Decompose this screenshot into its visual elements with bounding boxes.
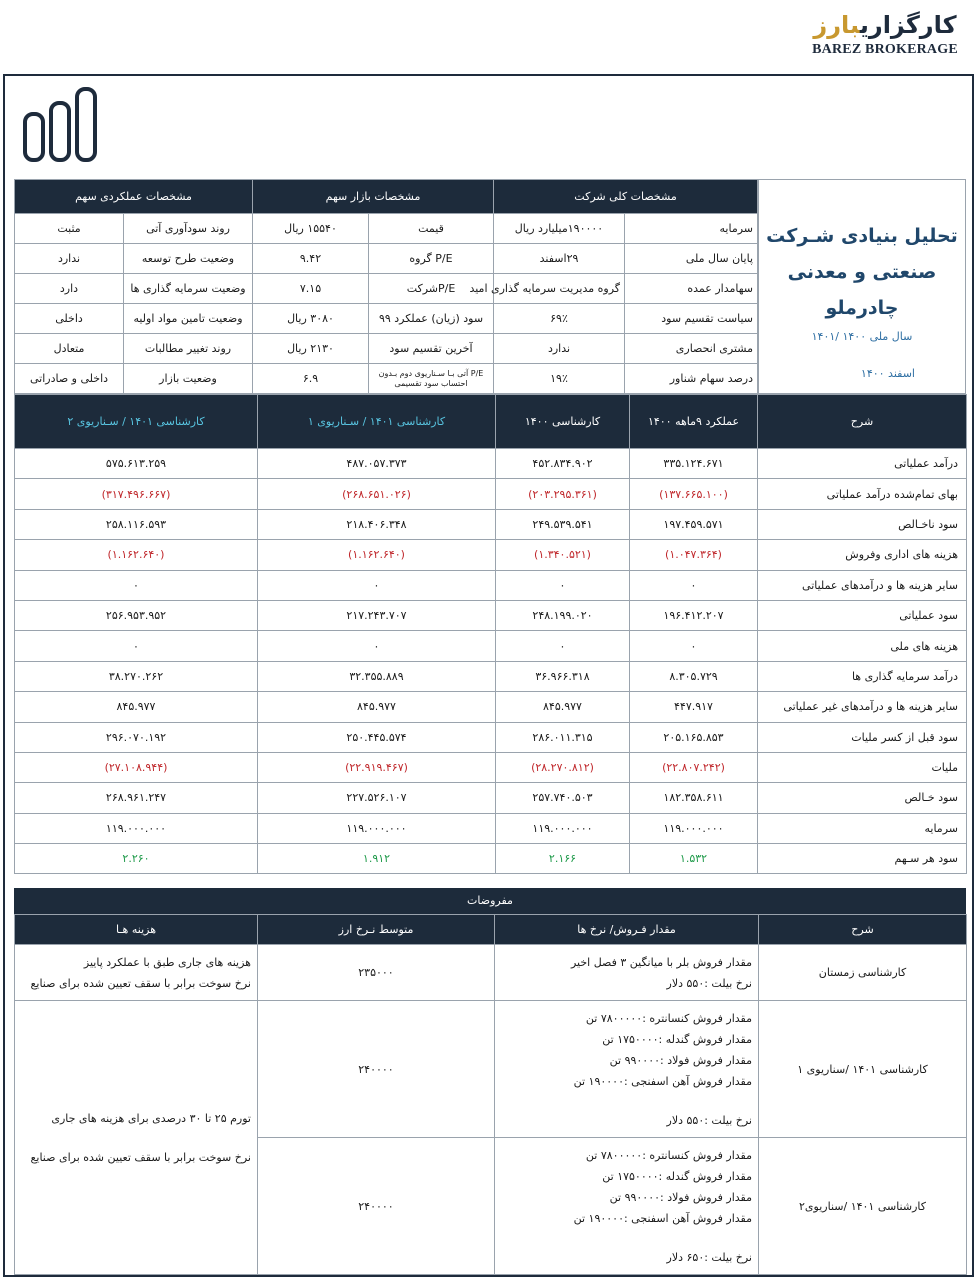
header-company-general: مشخصات کلی شرکت: [494, 180, 758, 214]
spec-value: دارد: [15, 274, 124, 304]
spec-value: ۶۹٪: [494, 304, 625, 334]
assumption-line: مقدار فروش گندله :۱۷۵۰۰۰۰ تن: [602, 1169, 752, 1183]
value-scenario-2: (۳۱۷.۴۹۶.۶۶۷): [15, 479, 258, 509]
value-scenario-2: ۸۴۵.۹۷۷: [15, 692, 258, 722]
brand-logo: [805, 8, 965, 66]
statement-row-label: سود خـالص: [758, 783, 967, 813]
statement-row: [15, 570, 967, 600]
value-scenario-1: ۰: [258, 570, 496, 600]
value-actual-9m: ۰: [630, 631, 758, 661]
statement-row-label: سایر هزینه ها و درآمدهای عملیاتی: [758, 570, 967, 600]
spec-value: ۹.۴۲: [253, 244, 369, 274]
spec-label: روند تغییر مطالبات: [124, 334, 253, 364]
value-actual-9m: ۱۹۷.۴۵۹.۵۷۱: [630, 509, 758, 539]
value-scenario-2: ۲۹۶.۰۷۰.۱۹۲: [15, 722, 258, 752]
assumption-fx: ۲۴۰۰۰۰: [258, 1001, 495, 1138]
spec-value: مثبت: [15, 214, 124, 244]
spec-label: وضعیت تامین مواد اولیه: [124, 304, 253, 334]
spec-label: P/E گروه: [369, 244, 494, 274]
statement-row-label: ملیات: [758, 752, 967, 782]
spec-value: ۱۹۰۰۰۰میلیارد ریال: [494, 214, 625, 244]
statement-row: [15, 813, 967, 843]
company-specs-table: [14, 179, 758, 394]
spec-row: [15, 214, 758, 244]
spec-value: ۳۰۸۰ ریال: [253, 304, 369, 334]
assumption-fx: ۲۴۰۰۰۰: [258, 1138, 495, 1275]
assumption-desc: کارشناسی ۱۴۰۱ /سناریوی ۱: [759, 1001, 967, 1138]
spec-value: ۲۱۳۰ ریال: [253, 334, 369, 364]
value-scenario-2: ۲.۲۶۰: [15, 844, 258, 874]
statement-row-label: هزینه های اداری وفروش: [758, 540, 967, 570]
logo-text-main: کارگزاری: [859, 11, 957, 39]
spec-value: گروه مدیریت سرمایه گذاری امید: [494, 274, 625, 304]
value-scenario-2: ۳۸.۲۷۰.۲۶۲: [15, 661, 258, 691]
spec-label: آخرین تقسیم سود: [369, 334, 494, 364]
header-performance-specs: مشخصات عملکردی سهم: [15, 180, 253, 214]
value-est-1400: ۲.۱۶۶: [496, 844, 630, 874]
value-actual-9m: ۱۸۲.۳۵۸.۶۱۱: [630, 783, 758, 813]
value-scenario-2: ۲۶۸.۹۶۱.۲۴۷: [15, 783, 258, 813]
assumption-line: نرخ بیلت :۶۵۰ دلار: [666, 1250, 752, 1264]
value-est-1400: ۰: [496, 631, 630, 661]
spec-value: ندارد: [494, 334, 625, 364]
value-scenario-1: (۲۲.۹۱۹.۴۶۷): [258, 752, 496, 782]
col-header-scenario-2: کارشناسی ۱۴۰۱ / سـناریوی ۲: [15, 395, 258, 449]
value-scenario-1: ۳۲.۳۵۵.۸۸۹: [258, 661, 496, 691]
statement-row-label: درآمد سرمایه گذاری ها: [758, 661, 967, 691]
value-est-1400: ۲۴۸.۱۹۹.۰۲۰: [496, 600, 630, 630]
logo-english: BAREZ BROKERAGE: [812, 42, 958, 57]
spec-label: سود (زیان) عملکرد ۹۹: [369, 304, 494, 334]
value-scenario-2: (۲۷.۱۰۸.۹۴۴): [15, 752, 258, 782]
spec-row: [15, 304, 758, 334]
assumption-line: مقدار فروش بلر با میانگین ۳ فصل اخیر: [570, 955, 752, 969]
value-actual-9m: ۱۹۶.۴۱۲.۲۰۷: [630, 600, 758, 630]
assumptions-header: مفروضات: [14, 888, 966, 914]
value-est-1400: (۱.۳۴۰.۵۲۱): [496, 540, 630, 570]
spec-value: داخلی: [15, 304, 124, 334]
spec-label: پایان سال ملی: [625, 244, 758, 274]
value-actual-9m: ۱۱۹.۰۰۰.۰۰۰: [630, 813, 758, 843]
value-actual-9m: ۲۰۵.۱۶۵.۸۵۳: [630, 722, 758, 752]
assume-col-fx: متوسط نـرخ ارز: [258, 915, 495, 945]
value-scenario-2: (۱.۱۶۲.۶۴۰): [15, 540, 258, 570]
spec-row: [15, 364, 758, 394]
value-scenario-1: ۲۵۰.۴۴۵.۵۷۴: [258, 722, 496, 752]
spec-value: متعادل: [15, 334, 124, 364]
value-est-1400: (۲۰۳.۲۹۵.۳۶۱): [496, 479, 630, 509]
statement-row: [15, 509, 967, 539]
assumption-desc: کارشناسی ۱۴۰۱ /سناریوی۲: [759, 1138, 967, 1275]
assumption-fx: ۲۳۵۰۰۰: [258, 945, 495, 1001]
assumption-line: تورم ۲۵ تا ۳۰ درصدی برای هزینه های جاری: [51, 1111, 251, 1125]
assumption-line: مقدار فروش گندله :۱۷۵۰۰۰۰ تن: [602, 1032, 752, 1046]
assume-col-desc: شرح: [759, 915, 967, 945]
assumption-line: مقدار فروش کنسانتره :۷۸۰۰۰۰۰ تن: [585, 1148, 752, 1162]
value-scenario-2: ۱۱۹.۰۰۰.۰۰۰: [15, 813, 258, 843]
value-scenario-1: (۱.۱۶۲.۶۴۰): [258, 540, 496, 570]
spec-label: قیمت: [369, 214, 494, 244]
spec-row: [15, 334, 758, 364]
logo-persian: [805, 8, 965, 42]
value-est-1400: ۲۸۶.۰۱۱.۳۱۵: [496, 722, 630, 752]
statement-row: [15, 479, 967, 509]
spec-label: روند سودآوری آتی: [124, 214, 253, 244]
statement-row-label: سایر هزینه ها و درآمدهای غیر عملیاتی: [758, 692, 967, 722]
assumption-line: نرخ بیلت :۵۵۰ دلار: [666, 1113, 752, 1127]
value-est-1400: ۲۴۹.۵۳۹.۵۴۱: [496, 509, 630, 539]
spec-label: سهامدار عمده: [625, 274, 758, 304]
spec-label: سرمایه: [625, 214, 758, 244]
statement-row-label: سود قبل از کسر ملیات: [758, 722, 967, 752]
value-scenario-1: ۱.۹۱۲: [258, 844, 496, 874]
statement-row: [15, 631, 967, 661]
value-scenario-2: ۰: [15, 631, 258, 661]
value-actual-9m: (۱.۰۴۷.۳۶۴): [630, 540, 758, 570]
value-scenario-2: ۵۷۵.۶۱۳.۲۵۹: [15, 449, 258, 479]
value-actual-9m: ۴۴۷.۹۱۷: [630, 692, 758, 722]
assumption-row: [15, 1001, 967, 1138]
assumption-line: نرخ بیلت :۵۵۰ دلار: [666, 976, 752, 990]
value-scenario-2: ۲۵۸.۱۱۶.۵۹۳: [15, 509, 258, 539]
spec-value: ۱۵۵۴۰ ریال: [253, 214, 369, 244]
value-scenario-1: ۴۸۷.۰۵۷.۳۷۳: [258, 449, 496, 479]
value-scenario-2: ۲۵۶.۹۵۳.۹۵۲: [15, 600, 258, 630]
value-est-1400: ۲۵۷.۷۴۰.۵۰۳: [496, 783, 630, 813]
assumption-line: هزینه های جاری طبق با عملکرد پاییز: [83, 955, 251, 969]
assume-col-sales: مقدار فـروش/ نرخ ها: [495, 915, 759, 945]
spec-value: داخلی و صادراتی: [15, 364, 124, 394]
statement-row-label: هزینه های ملی: [758, 631, 967, 661]
spec-row: [15, 274, 758, 304]
value-scenario-2: ۰: [15, 570, 258, 600]
assumption-costs: [15, 1001, 258, 1275]
col-header-est-1400: کارشناسی ۱۴۰۰: [496, 395, 630, 449]
value-scenario-1: ۲۱۷.۲۴۳.۷۰۷: [258, 600, 496, 630]
statement-row: [15, 844, 967, 874]
value-actual-9m: (۱۳۷.۶۶۵.۱۰۰): [630, 479, 758, 509]
value-actual-9m: ۰: [630, 570, 758, 600]
statement-row-label: بهای تمام‌شده درآمد عملیاتی: [758, 479, 967, 509]
assumption-line: نرخ سوخت برابر با سقف تعیین شده برای صنایع: [30, 976, 251, 990]
value-scenario-1: ۸۴۵.۹۷۷: [258, 692, 496, 722]
spec-row: [15, 244, 758, 274]
value-est-1400: ۸۴۵.۹۷۷: [496, 692, 630, 722]
value-scenario-1: ۱۱۹.۰۰۰.۰۰۰: [258, 813, 496, 843]
spec-label: وضعیت طرح توسعه: [124, 244, 253, 274]
value-est-1400: ۱۱۹.۰۰۰.۰۰۰: [496, 813, 630, 843]
statement-row-label: سود عملیاتی: [758, 600, 967, 630]
assumption-desc: کارشناسی زمستان: [759, 945, 967, 1001]
value-actual-9m: ۱.۵۳۲: [630, 844, 758, 874]
statement-row: [15, 783, 967, 813]
statement-row: [15, 600, 967, 630]
statement-row-label: سود ناخـالص: [758, 509, 967, 539]
assumption-line: مقدار فروش آهن اسفنجی :۱۹۰۰۰۰ تن: [573, 1074, 752, 1088]
spec-value: ۲۹اسفند: [494, 244, 625, 274]
value-scenario-1: ۰: [258, 631, 496, 661]
statement-row-label: درآمد عملیاتی: [758, 449, 967, 479]
spec-label: مشتری انحصاری: [625, 334, 758, 364]
value-scenario-1: ۲۱۸.۴۰۶.۳۴۸: [258, 509, 496, 539]
assumption-sales: [495, 1138, 759, 1275]
assumption-line: مقدار فروش فولاد :۹۹۰۰۰۰ تن: [609, 1053, 752, 1067]
spec-value: ۶.۹: [253, 364, 369, 394]
assumption-costs: [15, 945, 258, 1001]
value-est-1400: ۴۵۲.۸۳۴.۹۰۲: [496, 449, 630, 479]
spec-label: وضعیت سرمایه گذاری ها: [124, 274, 253, 304]
spec-label: P/Eشرکت: [369, 274, 494, 304]
spec-label: P/E آتی بـا سـناریوی دوم بـدون احتساب سود تقسیمی: [369, 364, 494, 394]
col-header-scenario-1: کارشناسی ۱۴۰۱ / سـناریوی ۱: [258, 395, 496, 449]
financial-statement-table: [14, 394, 967, 874]
header-market-specs: مشخصات بازار سهم: [253, 180, 494, 214]
assumption-sales: [495, 945, 759, 1001]
statement-row: [15, 540, 967, 570]
statement-row: [15, 692, 967, 722]
logo-text-accent: بارز: [813, 11, 860, 39]
col-header-actual-9m: عملکرد ۹ماهه ۱۴۰۰: [630, 395, 758, 449]
assumption-line: مقدار فروش کنسانتره :۷۸۰۰۰۰۰ تن: [585, 1011, 752, 1025]
fiscal-year: سال ملی ۱۴۰۰ /۱۴۰۱: [811, 330, 913, 343]
value-est-1400: (۲۸.۲۷۰.۸۱۲): [496, 752, 630, 782]
bar-chart-icon: [22, 86, 102, 164]
statement-row-label: سود هر سـهم: [758, 844, 967, 874]
value-actual-9m: ۳۳۵.۱۲۴.۶۷۱: [630, 449, 758, 479]
value-actual-9m: ۸.۳۰۵.۷۲۹: [630, 661, 758, 691]
statement-row: [15, 449, 967, 479]
spec-label: سیاست تقسیم سود: [625, 304, 758, 334]
value-est-1400: ۳۶.۹۶۶.۳۱۸: [496, 661, 630, 691]
assume-col-costs: هزینه هـا: [15, 915, 258, 945]
spec-label: درصد سهام شناور: [625, 364, 758, 394]
col-header-desc: شرح: [758, 395, 967, 449]
statement-row: [15, 752, 967, 782]
spec-label: وضعیت بازار: [124, 364, 253, 394]
spec-value: ندارد: [15, 244, 124, 274]
statement-row: [15, 661, 967, 691]
report-date: اسفند ۱۴۰۰: [860, 367, 915, 380]
assumption-line: نرخ سوخت برابر با سقف تعیین شده برای صنایع: [30, 1150, 251, 1164]
value-est-1400: ۰: [496, 570, 630, 600]
assumption-line: مقدار فروش آهن اسفنجی :۱۹۰۰۰۰ تن: [573, 1211, 752, 1225]
report-title-line1: تحلیل بنیادی شـرکت: [766, 225, 958, 247]
assumptions-table: [14, 914, 967, 1275]
value-actual-9m: (۲۲.۸۰۷.۲۴۲): [630, 752, 758, 782]
statement-row: [15, 722, 967, 752]
report-title-box: [758, 179, 966, 394]
assumption-line: مقدار فروش فولاد :۹۹۰۰۰۰ تن: [609, 1190, 752, 1204]
assumption-row: [15, 945, 967, 1001]
value-scenario-1: (۲۶۸.۶۵۱.۰۲۶): [258, 479, 496, 509]
value-scenario-1: ۲۲۷.۵۲۶.۱۰۷: [258, 783, 496, 813]
spec-value: ۱۹٪: [494, 364, 625, 394]
assumption-sales: [495, 1001, 759, 1138]
report-title-line2: صنعتی و معدنی چادرملو: [787, 261, 937, 319]
spec-value: ۷.۱۵: [253, 274, 369, 304]
statement-row-label: سرمایه: [758, 813, 967, 843]
